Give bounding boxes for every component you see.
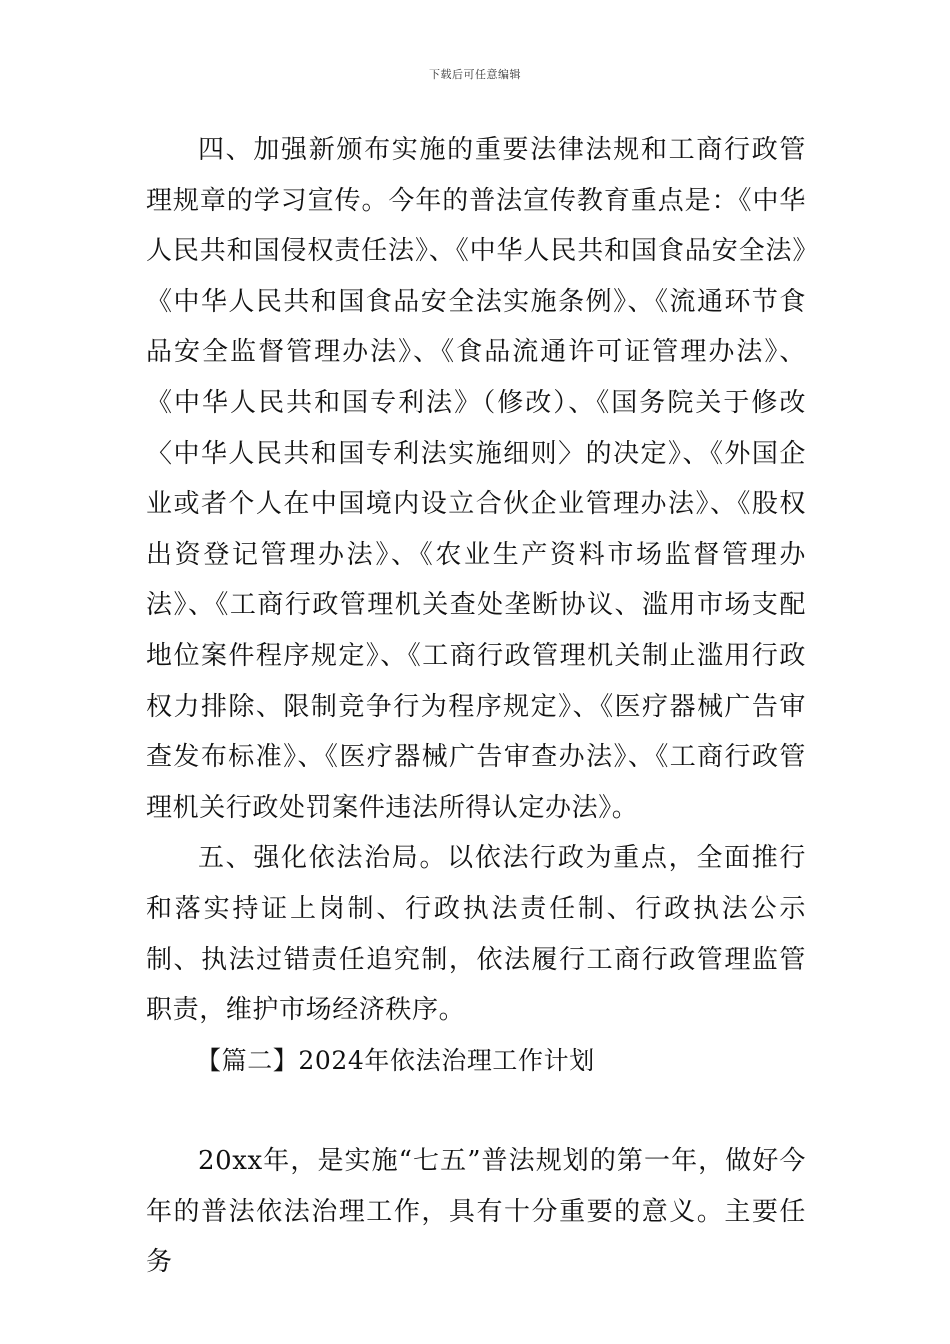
page-header: 下载后可任意编辑 [429, 68, 521, 81]
paragraph-plan-intro: 20xx年，是实施“七五”普法规划的第一年，做好今年的普法依法治理工作，具有十分重要的意义。主要任务 [146, 1146, 806, 1278]
section-title: 【篇二】2024年依法治理工作计划 [196, 1045, 595, 1075]
blank-line [146, 1086, 806, 1136]
document-body [146, 125, 806, 1288]
paragraph-four-publicity: 四、加强新颁布实施的重要法律法规和工商行政管理规章的学习宣传。今年的普法宣传教育重点是：《中华人民共和国侵权责任法》、《中华人民共和国食品安全法》《中华人民共和国食品安全法实施条例》、《流通环节食品安全监督管理办法》、《食品流通许可证管理办法》、《中华人民共和国专利法》（修改）、《国务院关于修改〈中华人民共和国专利法实施细则〉的决定》、《外国企业或者个人在中国境内设立合伙企业管理办法》、《股权出资登记管理办法》、《农业生产资料市场监督管理办法》、《工商行政管理机关查处垄断协议、滥用市场支配地位案件程序规定》、《工商行政管理机关制止滥用行政权力排除、限制竞争行为程序规定》、《医疗器械广告审查发布标准》、《医疗器械广告审查办法》、《工商行政管理机关行政处罚案件违法所得认定办法》。 [146, 135, 806, 823]
paragraph-five-rule-of-law: 五、强化依法治局。以依法行政为重点，全面推行和落实持证上岗制、行政执法责任制、行政执法公示制、执法过错责任追究制，依法履行工商行政管理监管职责，维护市场经济秩序。 [146, 843, 806, 1026]
